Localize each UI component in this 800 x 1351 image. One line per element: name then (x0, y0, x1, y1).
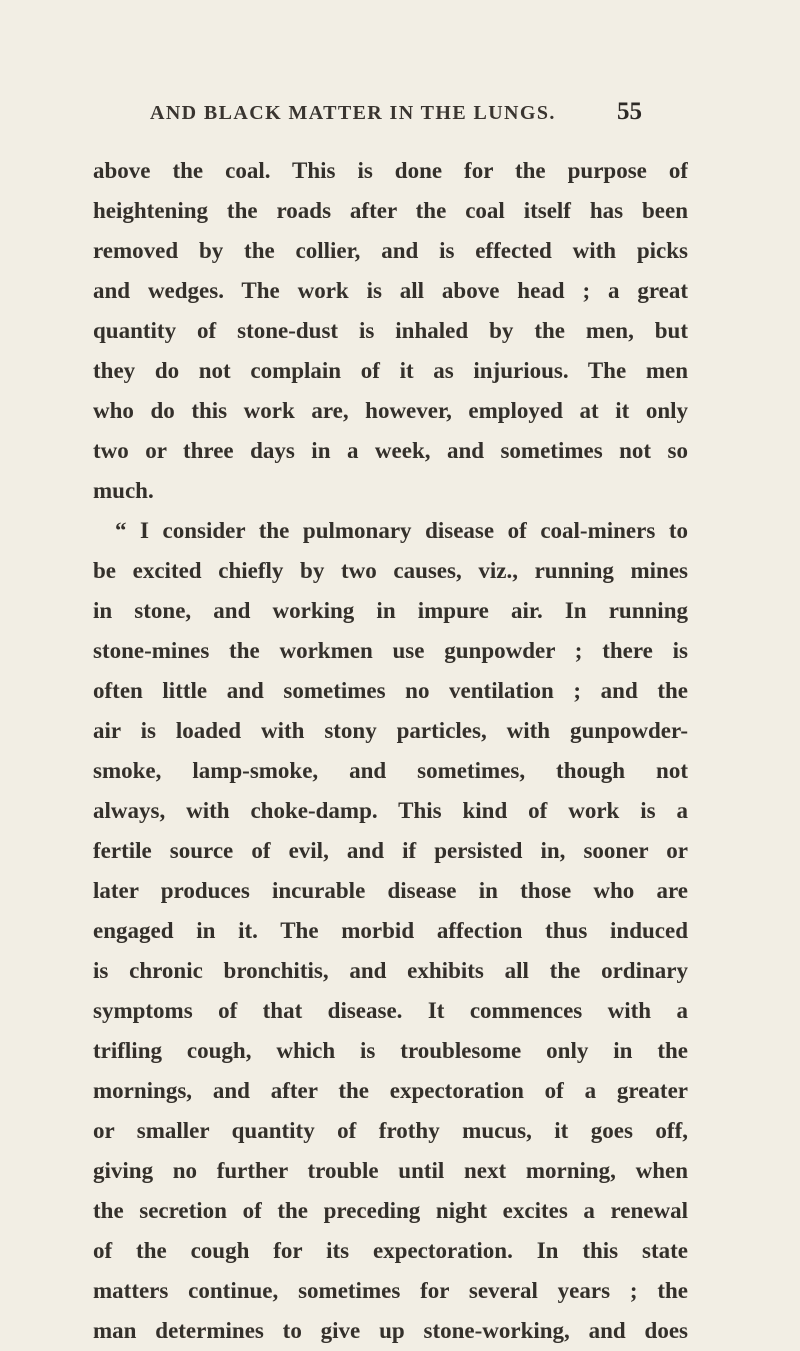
text-line: quantity of stone-dust is inhaled by the men, but (93, 318, 688, 343)
text-line: they do not complain of it as injurious. The men (93, 358, 688, 383)
running-title: AND BLACK MATTER IN THE LUNGS. (150, 102, 556, 124)
text-line: engaged in it. The morbid affection thus induced (93, 918, 688, 943)
text-line: giving no further trouble until next morning, when (93, 1158, 688, 1183)
text-line: who do this work are, however, employed at it only (93, 398, 688, 423)
text-line: is chronic bronchitis, and exhibits all the ordinary (93, 958, 688, 983)
page-number: 55 (617, 98, 642, 125)
running-head (0, 98, 800, 132)
text-line: “ I consider the pulmonary disease of coal-miners to (115, 518, 688, 543)
text-line: symptoms of that disease. It commences with a (93, 998, 688, 1023)
text-line: two or three days in a week, and sometimes not so (93, 438, 688, 463)
text-line: trifling cough, which is troublesome only in the (93, 1038, 688, 1063)
body-text (93, 151, 688, 1351)
text-line: matters continue, sometimes for several years ; the (93, 1278, 688, 1303)
text-line: of the cough for its expectoration. In this state (93, 1238, 688, 1263)
text-line: air is loaded with stony particles, with gunpowder- (93, 718, 688, 743)
text-line: often little and sometimes no ventilation ; and the (93, 678, 688, 703)
text-line: fertile source of evil, and if persisted in, sooner or (93, 838, 688, 863)
text-line: removed by the collier, and is effected with picks (93, 238, 688, 263)
text-line: heightening the roads after the coal itself has been (93, 198, 688, 223)
text-line: above the coal. This is done for the purpose of (93, 158, 688, 183)
text-line: much. (93, 478, 154, 503)
text-line: always, with choke-damp. This kind of work is a (93, 798, 688, 823)
text-line: smoke, lamp-smoke, and sometimes, though not (93, 758, 688, 783)
text-line: in stone, and working in impure air. In running (93, 598, 688, 623)
text-line: be excited chiefly by two causes, viz., running mines (93, 558, 688, 583)
text-line: mornings, and after the expectoration of a greater (93, 1078, 688, 1103)
text-line: later produces incurable disease in those who are (93, 878, 688, 903)
text-line: or smaller quantity of frothy mucus, it goes off, (93, 1118, 688, 1143)
text-line: man determines to give up stone-working, and does (93, 1318, 688, 1343)
text-line: stone-mines the workmen use gunpowder ; there is (93, 638, 688, 663)
text-line: the secretion of the preceding night excites a renewal (93, 1198, 688, 1223)
text-line: and wedges. The work is all above head ; a great (93, 278, 688, 303)
